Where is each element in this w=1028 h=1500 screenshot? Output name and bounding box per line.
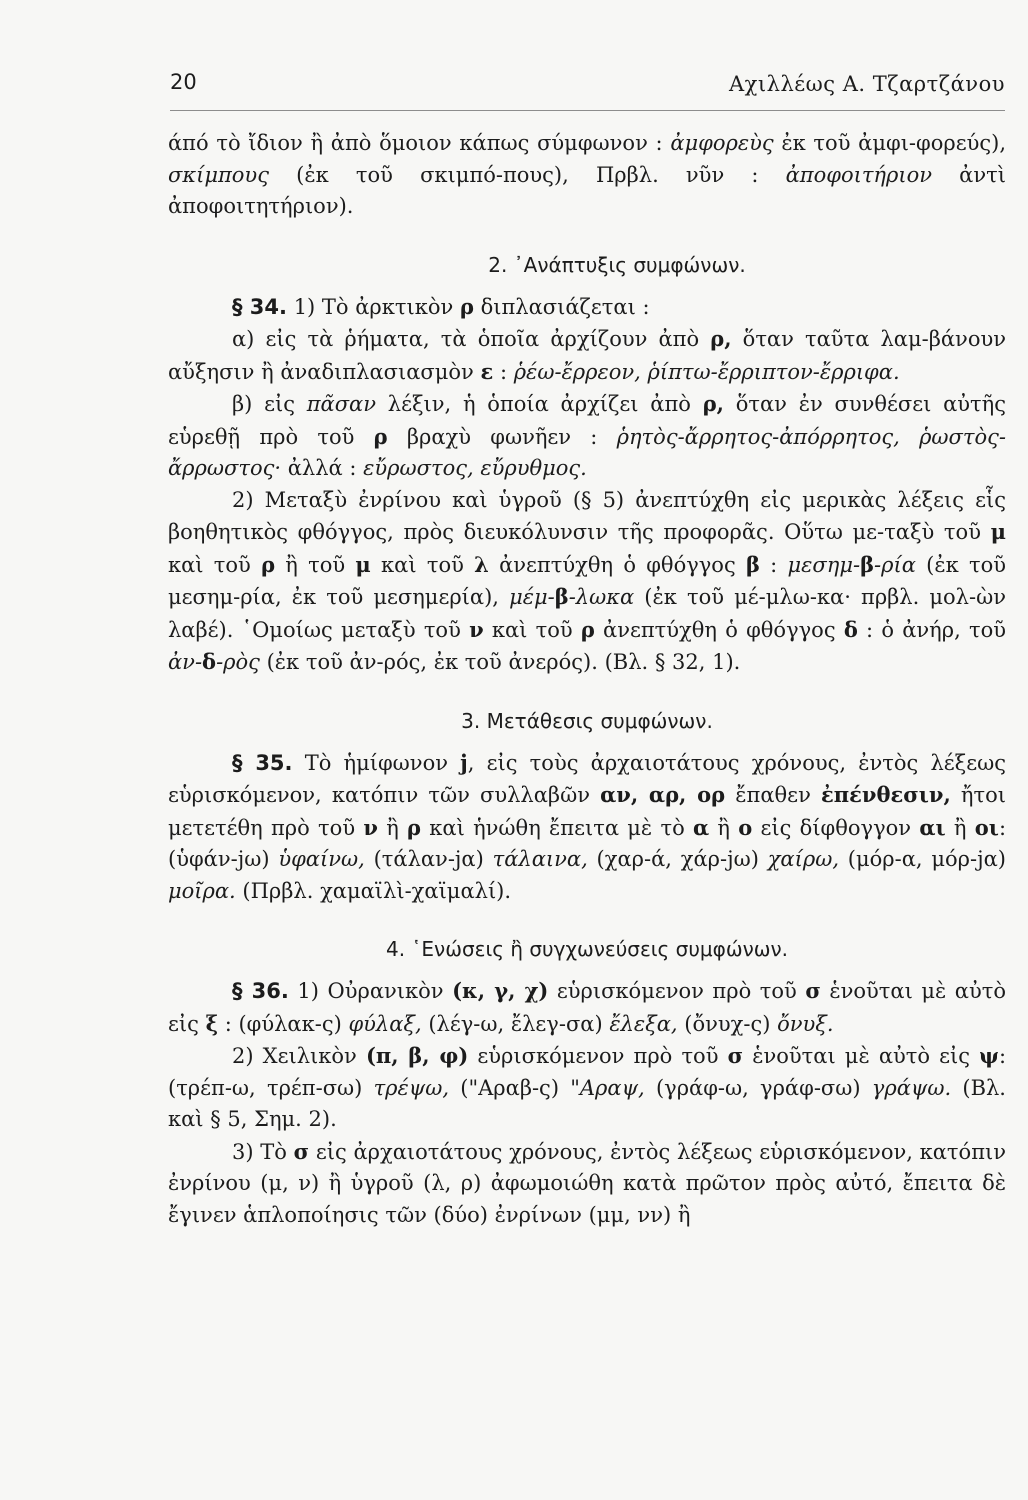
running-head: Αχιλλέως Α. Τζαρτζάνου <box>729 72 1005 96</box>
header-rule <box>170 110 1005 111</box>
page-number: 20 <box>170 70 197 94</box>
section-heading-fusions: 4. ῾Ενώσεις ἢ συγχωνεύσεις συμφώνων. <box>385 937 789 961</box>
paragraph-36-2: 2) Χειλικὸν (π, β, φ) εὑρισκόμενον πρὸ τοῦ σ ἑνοῦται μὲ αὐτὸ εἰς ψ: (τρέπ-ω, τρέπ-σω) τρέψω, ("Αραβ-ς) "Αραψ, (γράφ-ω, γράφ-σω) γράψω. (Βλ. καὶ § 5, Σημ. 2). <box>168 1043 1007 1131</box>
paragraph-34-2: 2) Μεταξὺ ἐνρίνου καὶ ὑγροῦ (§ 5) ἀνεπτύχθη εἰς μερικὰς λέξεις εἷς βοηθητικὸς φθόγγος, πρὸς διευκόλυνσιν τῆς προφορᾶς. Οὕτω με-ταξὺ τοῦ μ καὶ τοῦ ρ ἢ τοῦ μ καὶ τοῦ λ ἀνεπτύχθη ὁ φθόγγος β : μεσημ-β-ρία (ἐκ τοῦ μεσημ-ρία, ἐκ τοῦ μεσημερία), μέμ-β-λωκα (ἐκ τοῦ μέ-μλω-κα· πρβλ. μολ-ὼν λαβέ). ῾Ομοίως μεταξὺ τοῦ ν καὶ τοῦ ρ ἀνεπτύχθη ὁ φθόγγος δ : ὁ ἀνήρ, τοῦ ἀν-δ-ρὸς (ἐκ τοῦ ἀν-ρός, ἐκ τοῦ ἀνερός). (Βλ. § 32, 1). <box>168 487 1007 674</box>
page-body <box>168 128 1006 1231</box>
page-header <box>170 70 1005 110</box>
paragraph-34: § 34. 1) Τὸ ἀρκτικὸν ρ διπλασιάζεται : <box>232 293 650 319</box>
section-heading-development: 2. ᾿Ανάπτυξις συμφώνων. <box>488 252 746 277</box>
paragraph-36-1: § 36. 1) Οὐρανικὸν (κ, γ, χ) εὑρισκόμενον πρὸ τοῦ σ ἑνοῦται μὲ αὐτὸ εἰς ξ : (φύλακ-ς) φύλαξ, (λέγ-ω, ἔλεγ-σα) ἔλεξα, (ὄνυχ-ς) ὄνυξ. <box>168 978 1006 1036</box>
intro-paragraph: άπό τὸ ἴδιον ἢ ἀπὸ ὅμοιον κάπως σύμφωνον : ἀμφορεὺς ἐκ τοῦ ἀμφι-φορεύς), σκίμπους (ἐκ τοῦ σκιμπό-πους), Πρβλ. νῦν : ἀποφοιτήριον ἀντὶ ἀποφοιτητήριον). <box>168 131 1006 218</box>
paragraph-35: § 35. Τὸ ἡμίφωνον j, εἰς τοὺς ἀρχαιοτάτους χρόνους, ἐντὸς λέξεως εὑρισκόμενον, κατόπιν τῶν συλλαβῶν αν, αρ, ορ ἔπαθεν ἐπένθεσιν, ἤτοι μετετέθη πρὸ τοῦ ν ἢ ρ καὶ ἡνώθη ἔπειτα μὲ τὸ α ἢ ο εἰς δίφθογγον αι ἢ οι: (ὑφάν-jω) ὑφαίνω, (τάλαν-jα) τάλαινα, (χαρ-ά, χάρ-jω) χαίρω, (μόρ-α, μόρ-jα) μοῖρα. (Πρβλ. χαμαϊλὶ-χαϊμαλί). <box>168 749 1007 903</box>
paragraph-36-3: 3) Τὸ σ εἰς ἀρχαιοτάτους χρόνους, ἐντὸς λέξεως εὑρισκόμενον, κατόπιν ἐνρίνου (μ, ν) ἢ ὑγροῦ (λ, ρ) ἀφωμοιώθη κατὰ πρῶτον πρὸς αὐτό, ἔπειτα δὲ ἔγινεν ἁπλοποίησις τῶν (δύο) ἐνρίνων (μμ, νν) ἢ <box>168 1138 1006 1227</box>
paragraph-34-b: β) εἰς πᾶσαν λέξιν, ἡ ὁποία ἀρχίζει ἀπὸ ρ, ὅταν ἐν συνθέσει αὐτῆς εὑρεθῇ πρὸ τοῦ ρ βραχὺ φωνῆεν : ῥητὸς-ἄρρητος-ἀπόρρητος, ῥωστὸς-ἄρρωστος· ἀλλά : εὔρωστος, εὔρυθμος. <box>168 391 1006 480</box>
section-heading-metathesis: 3. Μετάθεσις συμφώνων. <box>461 708 713 733</box>
paragraph-34-a: α) εἰς τὰ ῥήματα, τὰ ὁποῖα ἀρχίζουν ἀπὸ ρ, ὅταν ταῦτα λαμ-βάνουν αὔξησιν ἢ ἀναδιπλασιασμὸν ε : ῥέω-ἔρρεον, ῥίπτω-ἔρριπτον-ἔρριφα. <box>168 326 1006 384</box>
